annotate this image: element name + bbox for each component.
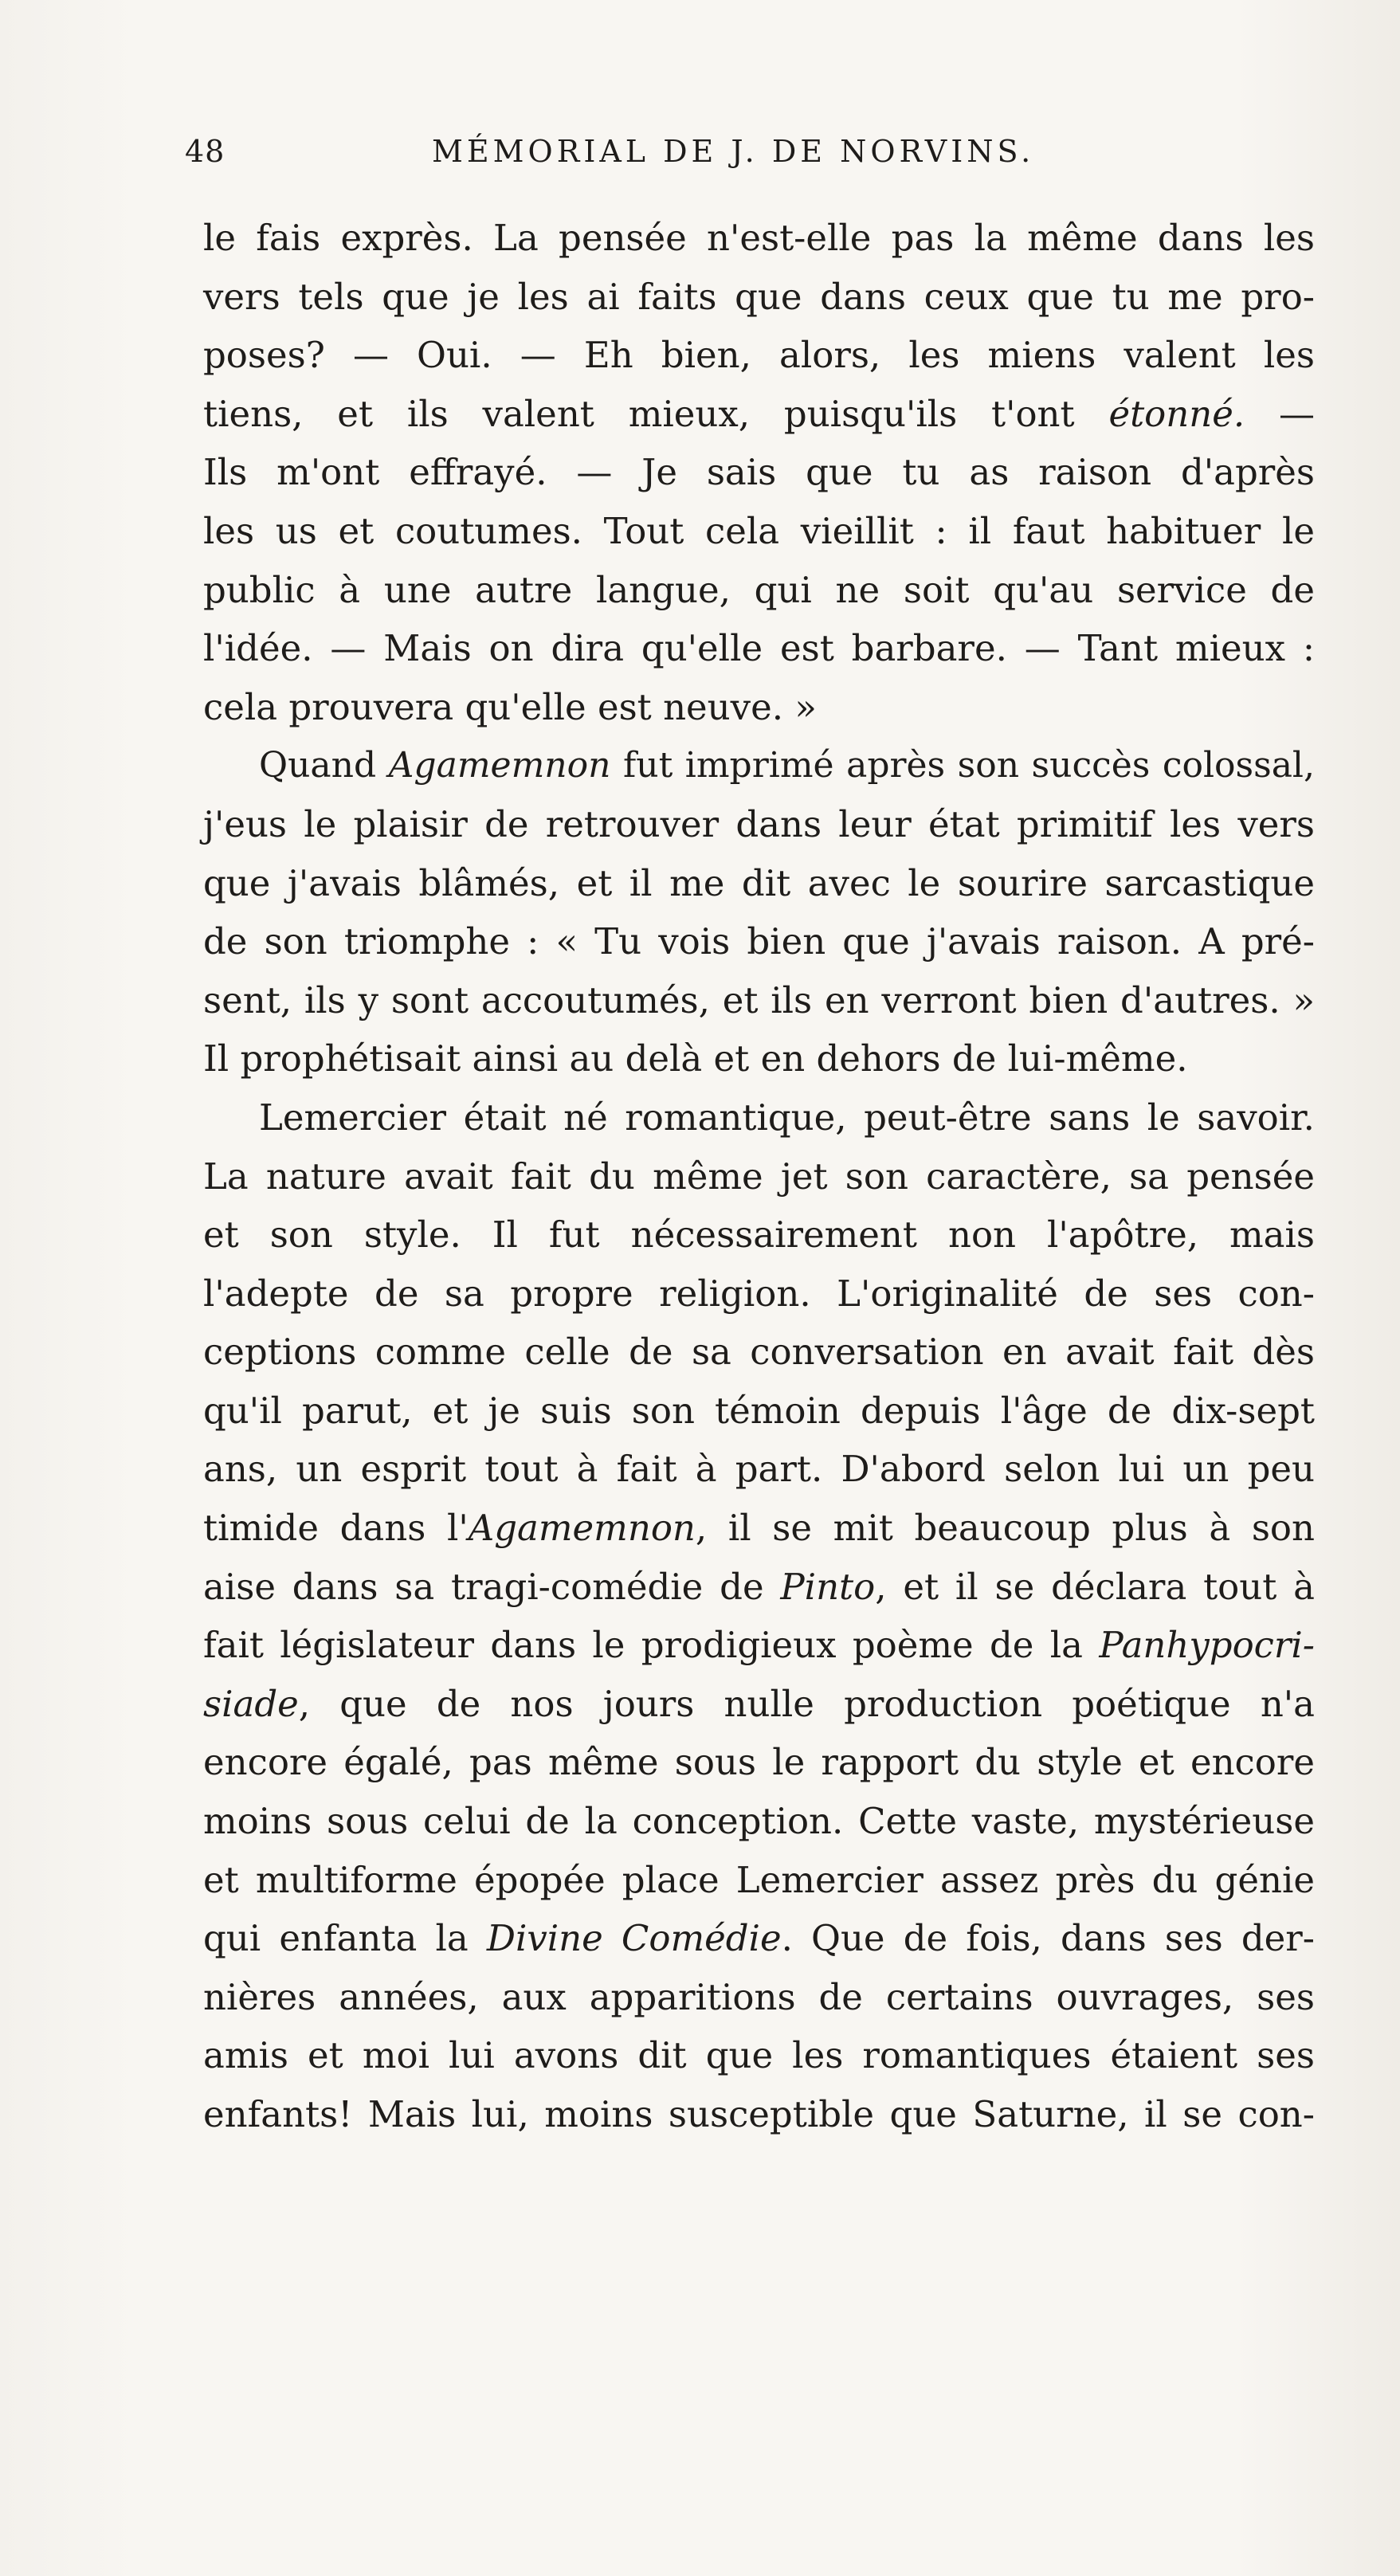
italic-text: Pinto [780,1565,876,1608]
text-line [203,1616,1315,1675]
text-line [203,326,1315,385]
italic-text: Agamemnon [388,745,611,786]
text-line [203,2085,1315,2144]
text-line [203,443,1315,502]
italic-text: étonné. [1108,392,1245,435]
text-line [203,1323,1315,1382]
text-segment: de son triomphe : « Tu vois bien que j'avais raison. A pré- [203,920,1315,963]
text-segment: Quand [259,745,389,786]
text-line [203,2026,1315,2085]
text-segment: encore égalé, pas même sous le rapport du style et encore [203,1741,1315,1784]
text-line [203,385,1315,444]
text-segment: , et il se déclara tout à [875,1565,1315,1608]
text-segment: vers tels que je les ai faits que dans ceux que tu me pro- [203,275,1315,318]
text-segment: La nature avait fait du même jet son caractère, sa pensée [203,1155,1315,1198]
text-line [203,561,1315,620]
text-line [203,1909,1315,1968]
text-segment: . Que de fois, dans ses der- [781,1917,1316,1960]
text-segment: moins sous celui de la conception. Cette vaste, mystérieuse [203,1800,1315,1843]
text-segment: qui enfanta la [203,1917,487,1960]
text-segment: — [1245,392,1315,435]
text-segment: que j'avais blâmés, et il me dit avec le sourire sarcastique [203,861,1315,904]
text-segment: ans, un esprit tout à fait à part. D'abord selon lui un peu [203,1448,1315,1491]
text-line [203,1029,1315,1088]
text-segment: ceptions comme celle de sa conversation en avait fait dès [203,1331,1315,1374]
italic-text: Agamemnon [468,1507,696,1550]
text-line [203,1264,1315,1323]
text-line [203,619,1315,678]
text-segment: l'adepte de sa propre religion. L'originalité de ses con- [203,1272,1315,1315]
page-header [185,134,1276,182]
text-segment: public à une autre langue, qui ne soit qu'au service de [203,568,1315,611]
text-line [203,1206,1315,1264]
text-segment: les us et coutumes. Tout cela vieillit : il faut habituer le [203,509,1315,552]
text-segment: Ils m'ont effrayé. — Je sais que tu as raison d'après [203,451,1315,494]
text-segment: qu'il parut, et je suis son témoin depuis l'âge de dix-sept [203,1389,1315,1432]
text-segment: , il se mit beaucoup plus à son [695,1507,1315,1550]
text-line [203,1147,1315,1206]
text-segment: Lemercier était né romantique, peut-être sans le savoir. [259,1096,1315,1139]
italic-text: siade [203,1682,299,1725]
text-line [203,209,1315,268]
text-line [203,1968,1315,2027]
text-segment: poses? — Oui. — Eh bien, alors, les miens valent les [203,334,1315,377]
text-segment: le fais exprès. La pensée n'est-elle pas la même dans les [203,217,1315,259]
text-line [203,678,1315,737]
text-line [203,1382,1315,1441]
text-segment: Il prophétisait ainsi au delà et en dehors de lui-même. [203,1037,1188,1080]
italic-text: Panhypocri- [1099,1624,1315,1667]
text-segment: timide dans l' [203,1507,469,1550]
text-segment: aise dans sa tragi-comédie de [203,1565,781,1608]
text-line [203,1792,1315,1851]
text-segment: tiens, et ils valent mieux, puisqu'ils t'ont [203,392,1109,435]
text-segment: sent, ils y sont accoutumés, et ils en verront bien d'autres. » [203,978,1315,1021]
text-line [203,1499,1315,1558]
text-segment: cela prouvera qu'elle est neuve. » [203,685,817,728]
page-number: 48 [185,134,225,169]
text-line [203,1851,1315,1910]
text-segment: amis et moi lui avons dit que les romantiques étaient ses [203,2034,1315,2077]
text-segment: et son style. Il fut nécessairement non l'apôtre, mais [203,1214,1315,1257]
text-line [203,736,1315,795]
text-line [203,1088,1315,1147]
text-segment: fut imprimé après son succès colossal, [610,745,1315,786]
text-segment: , que de nos jours nulle production poétique n'a [298,1682,1315,1725]
text-line [203,1733,1315,1792]
text-line [203,1440,1315,1499]
text-line [203,502,1315,561]
text-segment: et multiforme épopée place Lemercier assez près du génie [203,1858,1315,1901]
text-line [203,971,1315,1030]
text-segment: nières années, aux apparitions de certains ouvrages, ses [203,1975,1315,2018]
text-line [203,268,1315,327]
text-line [203,1675,1315,1734]
italic-text: Divine Comédie [486,1917,782,1960]
text-line [203,795,1315,854]
text-segment: j'eus le plaisir de retrouver dans leur état primitif les vers [203,802,1315,845]
text-segment: enfants! Mais lui, moins susceptible que Saturne, il se con- [203,2093,1315,2135]
text-line [203,854,1315,913]
text-line [203,1558,1315,1617]
body-text [203,209,1315,2144]
text-segment: fait législateur dans le prodigieux poème de la [203,1624,1100,1667]
text-segment: l'idée. — Mais on dira qu'elle est barbare. — Tant mieux : [203,627,1315,670]
running-title: MÉMORIAL DE J. DE NORVINS. [432,134,1035,169]
text-line [203,912,1315,971]
